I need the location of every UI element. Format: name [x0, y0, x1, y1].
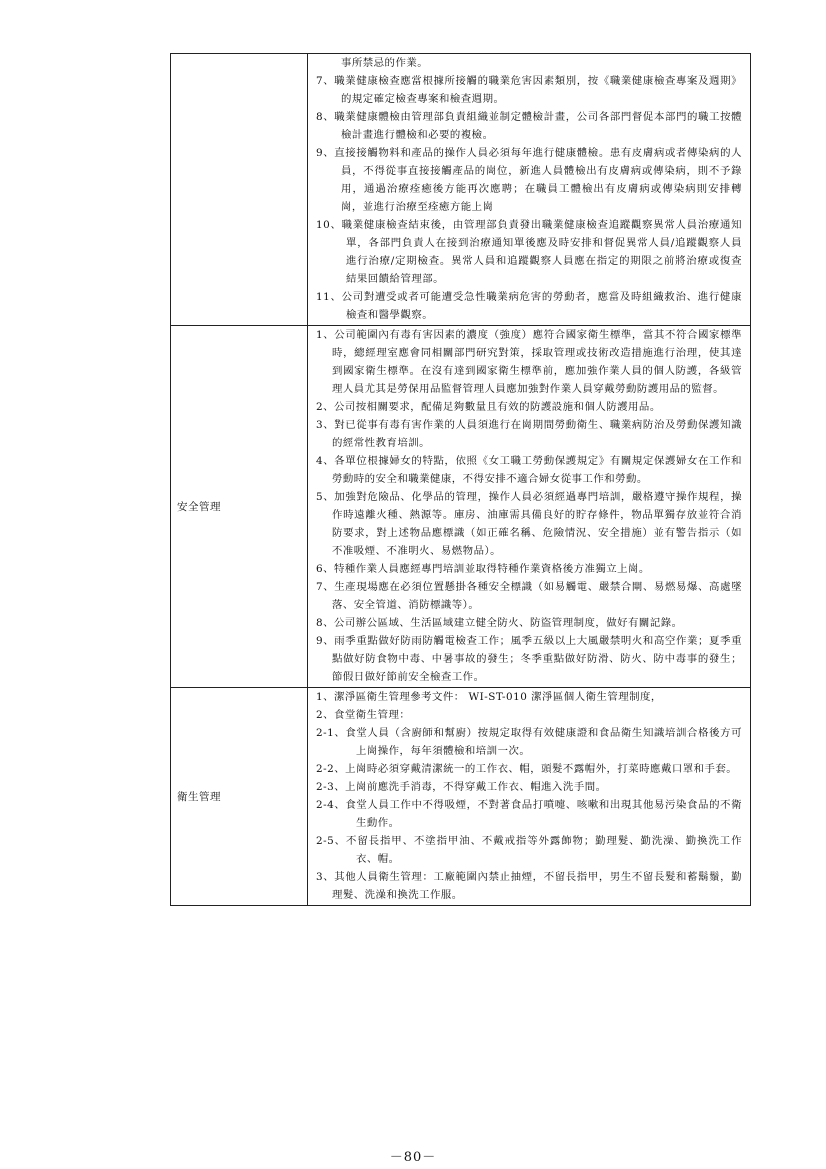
- safety-content: [308, 326, 751, 688]
- list-item: 10、職業健康檢查結束後，由管理部負責發出職業健康檢查追蹤觀察異常人員治療通知單，各部門負責人在接到治療通知單後應及時安排和督促異常人員/追蹤觀察人員進行治療/定期檢查。異常人員和追蹤觀察人員應在指定的期限之前將治療或復查結果回饋給管理部。: [316, 219, 742, 285]
- row-label-empty: [171, 54, 308, 326]
- table-row-health-check: [171, 54, 751, 326]
- list-item: 2-4、食堂人員工作中不得吸煙，不對著食品打噴嚏、咳嗽和出現其他易污染食品的不衛生動作。: [316, 799, 742, 829]
- list-item: 11、公司對遭受或者可能遭受急性職業病危害的勞動者，應當及時組織救治、進行健康檢查和醫學觀察。: [316, 291, 742, 321]
- table-row-safety: [171, 326, 751, 688]
- list-item: 2-5、不留長指甲、不塗指甲油、不戴戒指等外露飾物；勤理髮、勤洗澡、勤換洗工作衣、帽。: [316, 835, 742, 865]
- list-item: 2、公司按相關要求，配備足夠數量且有效的防護設施和個人防護用品。: [316, 401, 661, 413]
- list-item: 1、潔淨區衛生管理參考文件： WI-ST-010 潔淨區個人衛生管理制度，: [316, 691, 662, 703]
- table-row-hygiene: [171, 688, 751, 906]
- page-number: －80－: [389, 1150, 437, 1165]
- list-item: 3、其他人員衛生管理：工廠範圍內禁止抽煙，不留長指甲，男生不留長髮和蓄鬍鬚，勤理髮、洗澡和換洗工作服。: [316, 871, 742, 901]
- list-item: 事所禁忌的作業。: [341, 57, 429, 69]
- list-item: 9、直接接觸物料和產品的操作人員必須每年進行健康體檢。患有皮膚病或者傳染病的人員，不得從事直接接觸產品的崗位，新進人員體檢出有皮膚病或傳染病，則不予錄用，通過治療痊癒後方能再次應聘；在職員工體檢出有皮膚病或傳染病則安排轉崗，並進行治療至痊癒方能上崗: [316, 147, 742, 213]
- list-item: 1、公司範圍內有毒有害因素的濃度（強度）應符合國家衛生標準，當其不符合國家標準時，總經理室應會同相關部門研究對策，採取管理或技術改造措施進行治理，使其達到國家衛生標準。在沒有達到國家衛生標準前，應加強作業人員的個人防護，各級管理人員尤其是勞保用品監督管理人員應加強對作業人員穿戴勞動防護用品的監督。: [316, 329, 742, 395]
- list-item: 3、對已從事有毒有害作業的人員須進行在崗期間勞動衛生、職業病防治及勞動保護知識的經常性教育培訓。: [316, 419, 742, 449]
- health-check-content: [308, 54, 751, 326]
- row-label-safety: 安全管理: [171, 326, 308, 688]
- list-item: 2-3、上崗前應洗手消毒，不得穿戴工作衣、帽進入洗手間。: [316, 781, 607, 793]
- list-item: 8、公司辦公區域、生活區域建立健全防火、防盜管理制度，做好有關記錄。: [316, 617, 683, 629]
- list-item: 7、生產現場應在必須位置懸掛各種安全標識（如易觸電、嚴禁合閘、易燃易爆、高處墜落、安全管道、消防標識等）。: [316, 581, 742, 611]
- list-item: 5、加強對危險品、化學品的管理，操作人員必須經過專門培訓，嚴格遵守操作規程，操作時遠離火種、熱源等。庫房、油庫需具備良好的貯存條件，物品單獨存放並符合消防要求，對上述物品應標識（如正確名稱、危險情況、安全措施）並有警告指示（如不准吸煙、不准明火、易燃物品）。: [316, 491, 742, 557]
- hygiene-content: [308, 688, 751, 906]
- list-item: 7、職業健康檢查應當根據所接觸的職業危害因素類別，按《職業健康檢查專案及週期》的規定確定檢查專案和檢查週期。: [316, 75, 742, 105]
- list-item: 9、雨季重點做好防雨防觸電檢查工作；風季五級以上大風嚴禁明火和高空作業；夏季重點做好防食物中毒、中暑事故的發生；冬季重點做好防滑、防火、防中毒事的發生；節假日做好節前安全檢查工作。: [316, 635, 742, 683]
- list-item: 2、食堂衛生管理：: [316, 709, 411, 721]
- list-item: 8、職業健康體檢由管理部負責組織並制定體檢計畫，公司各部門督促本部門的職工按體檢計畫進行體檢和必要的複檢。: [316, 111, 742, 141]
- content-table: [170, 53, 751, 906]
- list-item: 2-2、上崗時必須穿戴清潔統一的工作衣、帽，頭髮不露帽外，打菜時應戴口罩和手套。: [316, 763, 738, 775]
- list-item: 4、各單位根據婦女的特點，依照《女工職工勞動保護規定》有關規定保護婦女在工作和勞動時的安全和職業健康，不得安排不適合婦女從事工作和勞動。: [316, 455, 742, 485]
- row-label-hygiene: 衛生管理: [171, 688, 308, 906]
- list-item: 6、特種作業人員應經專門培訓並取得特種作業資格後方准獨立上崗。: [316, 563, 650, 575]
- list-item: 2-1、食堂人員（含廚師和幫廚）按規定取得有效健康證和食品衛生知識培訓合格後方可上崗操作，每年須體檢和培訓一次。: [316, 727, 742, 757]
